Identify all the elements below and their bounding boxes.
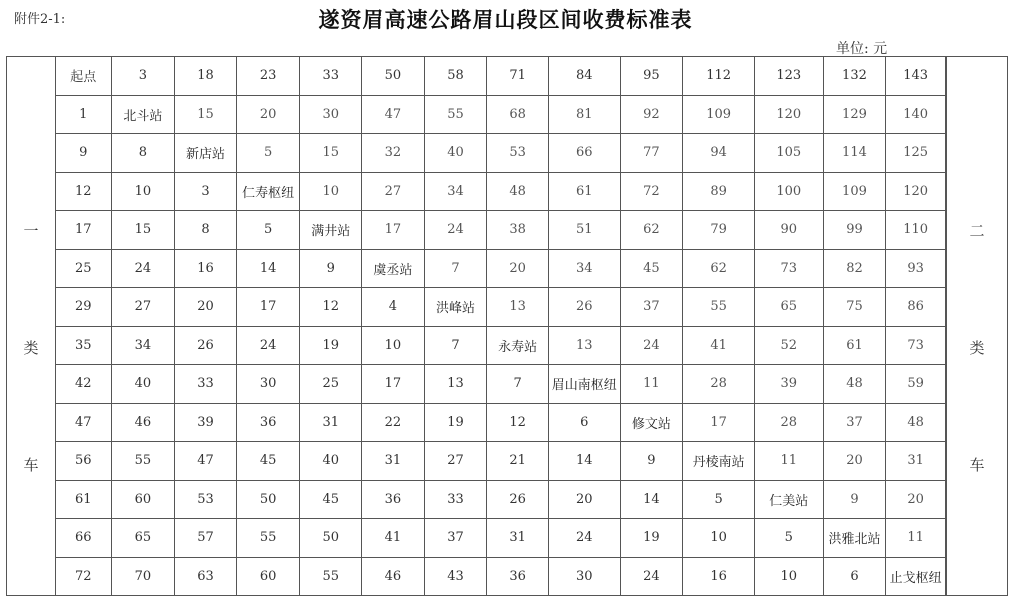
class-one-fee-cell: 3	[175, 172, 237, 211]
class-two-fee-cell: 53	[487, 134, 549, 173]
class-one-fee-cell: 12	[487, 403, 549, 442]
class-one-fee-cell: 27	[111, 288, 175, 327]
class-one-fee-cell: 26	[487, 480, 549, 519]
class-one-fee-cell: 66	[56, 519, 112, 558]
origin-header-cell: 起点	[56, 57, 112, 96]
class-one-fee-cell: 45	[236, 442, 300, 481]
class-one-fee-cell: 34	[111, 326, 175, 365]
class-two-fee-cell: 114	[823, 134, 886, 173]
class-one-fee-cell: 50	[300, 519, 362, 558]
milestone-cell: 23	[236, 57, 300, 96]
class-one-char-2: 类	[23, 339, 39, 357]
class-two-fee-cell: 20	[823, 442, 886, 481]
class-two-fee-cell: 26	[548, 288, 620, 327]
class-two-fee-cell: 11	[754, 442, 823, 481]
class-two-char-1: 二	[969, 222, 985, 240]
class-one-fee-cell: 14	[620, 480, 683, 519]
class-one-fee-cell: 39	[175, 403, 237, 442]
station-cell: 永寿站	[487, 326, 549, 365]
class-two-fee-cell: 37	[823, 403, 886, 442]
class-one-fee-cell: 29	[56, 288, 112, 327]
milestone-cell: 123	[754, 57, 823, 96]
class-two-fee-cell: 28	[683, 365, 755, 404]
class-one-fee-cell: 53	[175, 480, 237, 519]
class-two-fee-cell: 120	[754, 95, 823, 134]
class-two-fee-cell: 48	[487, 172, 549, 211]
class-two-fee-cell: 17	[683, 403, 755, 442]
attachment-label: 附件2-1:	[14, 12, 66, 27]
class-one-fee-cell: 20	[175, 288, 237, 327]
class-one-fee-cell: 43	[424, 557, 487, 596]
class-one-fee-cell: 60	[236, 557, 300, 596]
class-two-fee-cell: 47	[362, 95, 425, 134]
class-two-fee-cell: 61	[548, 172, 620, 211]
class-one-fee-cell: 47	[56, 403, 112, 442]
class-two-fee-cell: 140	[886, 95, 946, 134]
class-two-fee-cell: 89	[683, 172, 755, 211]
class-one-fee-cell: 55	[236, 519, 300, 558]
station-cell: 洪雅北站	[823, 519, 886, 558]
class-one-fee-cell: 24	[548, 519, 620, 558]
class-two-fee-cell: 38	[487, 211, 549, 250]
milestone-cell: 112	[683, 57, 755, 96]
class-two-fee-cell: 9	[823, 480, 886, 519]
class-one-fee-cell: 55	[300, 557, 362, 596]
class-one-fee-cell: 63	[175, 557, 237, 596]
class-one-fee-cell: 6	[548, 403, 620, 442]
station-cell: 新店站	[175, 134, 237, 173]
table-row	[56, 95, 946, 134]
class-one-fee-cell: 9	[620, 442, 683, 481]
class-one-fee-cell: 20	[548, 480, 620, 519]
class-two-fee-cell: 55	[424, 95, 487, 134]
table-row	[56, 365, 946, 404]
class-two-fee-cell: 52	[754, 326, 823, 365]
class-two-fee-cell: 48	[823, 365, 886, 404]
unit-label: 单位: 元	[836, 41, 888, 57]
table-row	[56, 288, 946, 327]
class-two-fee-cell: 94	[683, 134, 755, 173]
station-cell: 虞丞站	[362, 249, 425, 288]
class-one-fee-cell: 15	[111, 211, 175, 250]
class-two-fee-cell: 75	[823, 288, 886, 327]
class-two-fee-cell: 28	[754, 403, 823, 442]
class-one-fee-cell: 17	[56, 211, 112, 250]
class-one-fee-cell: 50	[236, 480, 300, 519]
class-one-fee-cell: 31	[300, 403, 362, 442]
table-row	[56, 172, 946, 211]
class-one-fee-cell: 30	[548, 557, 620, 596]
class-two-fee-cell: 39	[754, 365, 823, 404]
class-two-fee-cell: 15	[300, 134, 362, 173]
page-title: 遂资眉高速公路眉山段区间收费标准表	[318, 7, 693, 32]
milestone-cell: 143	[886, 57, 946, 96]
class-one-fee-cell: 35	[56, 326, 112, 365]
milestone-cell: 95	[620, 57, 683, 96]
class-two-fee-cell: 40	[424, 134, 487, 173]
class-two-fee-cell: 11	[886, 519, 946, 558]
class-two-fee-cell: 93	[886, 249, 946, 288]
class-two-fee-cell: 68	[487, 95, 549, 134]
class-one-fee-cell: 13	[424, 365, 487, 404]
class-two-fee-cell: 15	[175, 95, 237, 134]
table-header-row	[56, 57, 946, 96]
class-one-fee-cell: 7	[487, 365, 549, 404]
station-cell: 北斗站	[111, 95, 175, 134]
class-two-fee-cell: 129	[823, 95, 886, 134]
class-two-fee-cell: 20	[487, 249, 549, 288]
class-two-fee-cell: 90	[754, 211, 823, 250]
class-two-fee-cell: 99	[823, 211, 886, 250]
class-one-fee-cell: 46	[111, 403, 175, 442]
table-row	[56, 134, 946, 173]
class-one-fee-cell: 31	[487, 519, 549, 558]
class-two-fee-cell: 73	[754, 249, 823, 288]
class-two-char-3: 车	[969, 456, 985, 474]
class-two-fee-cell: 86	[886, 288, 946, 327]
milestone-cell: 33	[300, 57, 362, 96]
class-one-fee-cell: 1	[56, 95, 112, 134]
class-one-fee-cell: 27	[424, 442, 487, 481]
milestone-cell: 18	[175, 57, 237, 96]
class-one-fee-cell: 14	[548, 442, 620, 481]
class-two-fee-cell: 79	[683, 211, 755, 250]
class-one-fee-cell: 65	[111, 519, 175, 558]
class-two-fee-cell: 100	[754, 172, 823, 211]
class-one-fee-cell: 12	[300, 288, 362, 327]
milestone-cell: 50	[362, 57, 425, 96]
class-one-fee-cell: 47	[175, 442, 237, 481]
class-one-char-1: 一	[23, 222, 39, 240]
class-one-fee-cell: 5	[683, 480, 755, 519]
class-one-fee-cell: 10	[683, 519, 755, 558]
class-two-fee-cell: 5	[236, 134, 300, 173]
class-two-fee-cell: 24	[620, 326, 683, 365]
class-two-fee-cell: 13	[548, 326, 620, 365]
class-two-fee-cell: 17	[362, 211, 425, 250]
class-two-fee-cell: 24	[424, 211, 487, 250]
class-two-fee-cell: 81	[548, 95, 620, 134]
toll-rate-table	[55, 56, 946, 596]
class-one-fee-cell: 36	[236, 403, 300, 442]
class-two-fee-cell: 77	[620, 134, 683, 173]
class-one-fee-cell: 16	[175, 249, 237, 288]
class-two-fee-cell: 11	[620, 365, 683, 404]
class-one-fee-cell: 72	[56, 557, 112, 596]
class-one-fee-cell: 55	[111, 442, 175, 481]
class-one-fee-cell: 9	[56, 134, 112, 173]
class-one-fee-cell: 40	[300, 442, 362, 481]
class-two-fee-cell: 59	[886, 365, 946, 404]
class-two-fee-cell: 10	[300, 172, 362, 211]
station-cell: 止戈枢纽	[886, 557, 946, 596]
class-two-fee-cell: 105	[754, 134, 823, 173]
class-two-vehicle-label	[946, 56, 1008, 596]
class-one-fee-cell: 45	[300, 480, 362, 519]
class-two-fee-cell: 32	[362, 134, 425, 173]
station-cell: 满井站	[300, 211, 362, 250]
class-one-fee-cell: 10	[754, 557, 823, 596]
class-two-fee-cell: 20	[236, 95, 300, 134]
class-one-fee-cell: 6	[823, 557, 886, 596]
class-one-fee-cell: 7	[424, 326, 487, 365]
table-row	[56, 403, 946, 442]
class-one-fee-cell: 70	[111, 557, 175, 596]
class-two-fee-cell: 125	[886, 134, 946, 173]
class-two-fee-cell: 62	[683, 249, 755, 288]
class-one-fee-cell: 24	[236, 326, 300, 365]
milestone-cell: 3	[111, 57, 175, 96]
station-cell: 仁美站	[754, 480, 823, 519]
class-one-fee-cell: 24	[620, 557, 683, 596]
class-one-fee-cell: 25	[56, 249, 112, 288]
class-one-fee-cell: 21	[487, 442, 549, 481]
class-one-fee-cell: 12	[56, 172, 112, 211]
class-one-char-3: 车	[23, 456, 39, 474]
class-two-fee-cell: 7	[424, 249, 487, 288]
class-one-fee-cell: 19	[620, 519, 683, 558]
class-one-fee-cell: 17	[236, 288, 300, 327]
class-one-fee-cell: 36	[362, 480, 425, 519]
class-one-fee-cell: 4	[362, 288, 425, 327]
class-one-fee-cell: 8	[175, 211, 237, 250]
class-one-fee-cell: 56	[56, 442, 112, 481]
class-one-fee-cell: 60	[111, 480, 175, 519]
class-two-fee-cell: 61	[823, 326, 886, 365]
class-one-fee-cell: 16	[683, 557, 755, 596]
class-two-fee-cell: 109	[823, 172, 886, 211]
class-one-fee-cell: 5	[236, 211, 300, 250]
class-two-fee-cell: 20	[886, 480, 946, 519]
class-one-fee-cell: 31	[362, 442, 425, 481]
class-two-fee-cell: 73	[886, 326, 946, 365]
class-one-vehicle-label	[6, 56, 56, 596]
class-one-fee-cell: 10	[111, 172, 175, 211]
class-one-fee-cell: 26	[175, 326, 237, 365]
class-two-fee-cell: 51	[548, 211, 620, 250]
class-two-fee-cell: 48	[886, 403, 946, 442]
class-one-fee-cell: 57	[175, 519, 237, 558]
table-row	[56, 326, 946, 365]
class-two-fee-cell: 82	[823, 249, 886, 288]
station-cell: 丹棱南站	[683, 442, 755, 481]
table-row	[56, 480, 946, 519]
class-one-fee-cell: 14	[236, 249, 300, 288]
class-two-fee-cell: 31	[886, 442, 946, 481]
class-one-fee-cell: 8	[111, 134, 175, 173]
class-two-fee-cell: 27	[362, 172, 425, 211]
table-row	[56, 442, 946, 481]
station-cell: 修文站	[620, 403, 683, 442]
table-row	[56, 249, 946, 288]
class-one-fee-cell: 33	[175, 365, 237, 404]
station-cell: 洪峰站	[424, 288, 487, 327]
class-two-fee-cell: 45	[620, 249, 683, 288]
class-two-fee-cell: 110	[886, 211, 946, 250]
station-cell: 仁寿枢纽	[236, 172, 300, 211]
class-two-fee-cell: 34	[424, 172, 487, 211]
milestone-cell: 71	[487, 57, 549, 96]
station-cell: 眉山南枢纽	[548, 365, 620, 404]
class-two-fee-cell: 55	[683, 288, 755, 327]
class-two-fee-cell: 120	[886, 172, 946, 211]
class-two-fee-cell: 30	[300, 95, 362, 134]
table-row	[56, 519, 946, 558]
class-one-fee-cell: 41	[362, 519, 425, 558]
class-two-fee-cell: 72	[620, 172, 683, 211]
class-one-fee-cell: 37	[424, 519, 487, 558]
class-two-fee-cell: 37	[620, 288, 683, 327]
class-one-fee-cell: 24	[111, 249, 175, 288]
milestone-cell: 132	[823, 57, 886, 96]
class-one-fee-cell: 46	[362, 557, 425, 596]
class-two-fee-cell: 13	[487, 288, 549, 327]
class-two-fee-cell: 66	[548, 134, 620, 173]
table-row	[56, 557, 946, 596]
class-two-fee-cell: 109	[683, 95, 755, 134]
table-row	[56, 211, 946, 250]
class-one-fee-cell: 9	[300, 249, 362, 288]
class-two-fee-cell: 34	[548, 249, 620, 288]
class-one-fee-cell: 22	[362, 403, 425, 442]
class-two-fee-cell: 65	[754, 288, 823, 327]
class-one-fee-cell: 19	[424, 403, 487, 442]
class-one-fee-cell: 42	[56, 365, 112, 404]
class-two-fee-cell: 62	[620, 211, 683, 250]
class-one-fee-cell: 25	[300, 365, 362, 404]
class-one-fee-cell: 5	[754, 519, 823, 558]
class-one-fee-cell: 19	[300, 326, 362, 365]
class-one-fee-cell: 40	[111, 365, 175, 404]
class-one-fee-cell: 17	[362, 365, 425, 404]
class-one-fee-cell: 61	[56, 480, 112, 519]
class-two-char-2: 类	[969, 339, 985, 357]
milestone-cell: 84	[548, 57, 620, 96]
class-two-fee-cell: 92	[620, 95, 683, 134]
class-one-fee-cell: 10	[362, 326, 425, 365]
class-one-fee-cell: 30	[236, 365, 300, 404]
class-one-fee-cell: 36	[487, 557, 549, 596]
class-two-fee-cell: 41	[683, 326, 755, 365]
class-one-fee-cell: 33	[424, 480, 487, 519]
milestone-cell: 58	[424, 57, 487, 96]
